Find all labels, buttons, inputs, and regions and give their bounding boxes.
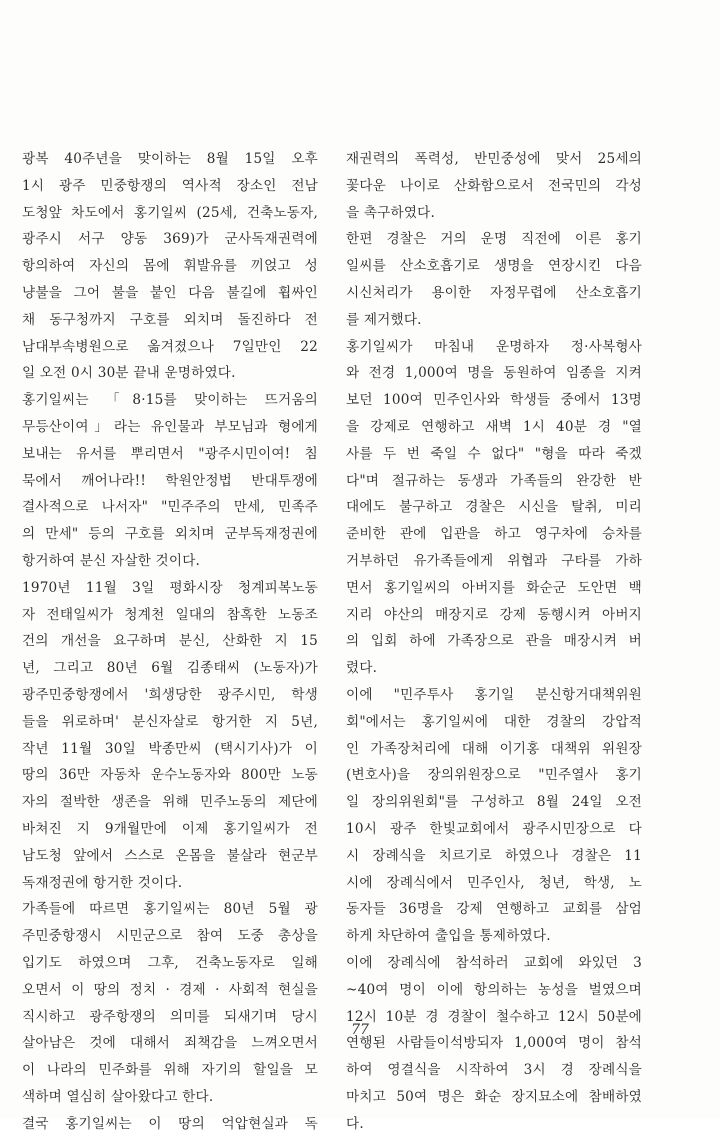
text-line: 들을 위로하며' 분신자살로 항거한 지 5년,: [22, 713, 318, 730]
text-line: 대에도 불구하고 경찰은 시신을 탈취, 미리: [346, 499, 642, 516]
right-text-column: [346, 146, 642, 1137]
text-line: 이 나라의 민주화를 위해 자기의 할일을 모: [22, 1062, 318, 1079]
text-line: 자 전태일씨가 청계천 일대의 참혹한 노동조: [22, 606, 318, 623]
text-line: 1시 광주 민중항쟁의 역사적 장소인 전남: [22, 177, 318, 194]
text-line: 보던 100여 민주인사와 학생들 중에서 13명: [346, 392, 642, 409]
text-line: 직시하고 광주항쟁의 의미를 되새기며 당시: [22, 1008, 318, 1025]
text-line: 항의하여 자신의 몸에 휘발유를 끼얹고 성: [22, 258, 318, 275]
text-line: 가족들에 따르면 홍기일씨는 80년 5월 광: [22, 901, 318, 918]
text-line: 하게 차단하여 출입을 통제하였다.: [346, 928, 551, 945]
text-line: 색하며 열심히 살아왔다고 한다.: [22, 1088, 214, 1105]
text-line: 하여 영결식을 시작하여 3시 경 장례식을: [346, 1062, 642, 1079]
text-line: 인 가족장처리에 대해 이기홍 대책위 위원장: [346, 740, 642, 757]
text-line: 일 오전 0시 30분 끝내 운명하였다.: [22, 365, 236, 382]
text-line: 살아남은 것에 대해서 죄책감을 느껴오면서: [22, 1035, 318, 1052]
text-line: 의 입회 하에 가족장으로 관을 매장시켜 버: [346, 633, 642, 650]
text-line: (변호사)을 장의위원장으로 "민주열사 홍기: [346, 767, 642, 784]
text-line: 준비한 관에 입관을 하고 영구차에 승차를: [346, 526, 642, 543]
text-line: 도청앞 차도에서 홍기일씨 (25세, 건축노동자,: [22, 204, 318, 221]
text-line: 사를 두 번 죽일 수 없다" "형을 따라 죽겠: [346, 445, 642, 462]
text-line: 을 촉구하였다.: [346, 204, 436, 221]
text-line: 의 만세" 등의 구호를 외치며 군부독재정권에: [22, 526, 318, 543]
text-line: 마치고 50여 명은 화순 장지묘소에 참배하였: [346, 1088, 642, 1105]
text-line: 10시 광주 한빛교회에서 광주시민장으로 다: [346, 820, 642, 837]
page-number: 77: [351, 1022, 369, 1038]
text-line: 홍기일씨가 마침내 운명하자 정·사복형사: [346, 338, 642, 355]
text-line: 렸다.: [346, 660, 378, 677]
text-line: 건의 개선을 요구하며 분신, 산화한 지 15: [22, 633, 318, 650]
text-line: 광주시 서구 양동 369)가 군사독재권력에: [22, 231, 318, 248]
text-line: 묵에서 깨어나라!! 학원안정법 반대투쟁에: [22, 472, 318, 489]
text-line: 시에 장례식에서 민주인사, 청년, 학생, 노: [346, 874, 642, 891]
text-line: 거부하던 유가족들에게 위협과 구타를 가하: [346, 552, 642, 569]
text-line: 년, 그리고 80년 6월 김종태씨 (노동자)가: [22, 660, 318, 677]
text-line: 다"며 절규하는 동생과 가족들의 완강한 반: [346, 472, 642, 489]
text-line: 이에 "민주투사 홍기일 분신항거대책위원: [346, 686, 642, 703]
text-line: 이에 장례식에 참석하러 교회에 와있던 3: [346, 954, 642, 971]
text-line: 냥불을 그어 불을 붙인 다음 불길에 휩싸인: [22, 284, 318, 301]
text-line: 연행된 사람들이석방되자 1,000여 명이 참석: [346, 1035, 642, 1052]
text-line: 결사적으로 나서자" "민주주의 만세, 민족주: [22, 499, 318, 516]
text-line: 광주민중항쟁에서 '희생당한 광주시민, 학생: [22, 686, 318, 703]
text-line: 오면서 이 땅의 정치 · 경제 · 사회적 현실을: [22, 981, 318, 998]
text-line: 동자들 36명을 강제 연행하고 교회를 삼엄: [346, 901, 642, 918]
text-line: 시 장례식을 치르기로 하였으나 경찰은 11: [346, 847, 642, 864]
text-line: 광복 40주년을 맞이하는 8월 15일 오후: [22, 151, 318, 167]
text-line: 홍기일씨는 「8·15를 맞이하는 뜨거움의: [22, 392, 318, 409]
text-line: 자의 절박한 생존을 위해 민주노동의 제단에: [22, 794, 318, 811]
text-line: 입기도 하였으며 그후, 건축노동자로 일해: [22, 954, 318, 971]
text-line: 바쳐진 지 9개월만에 이제 홍기일씨가 전: [22, 820, 318, 837]
text-line: 땅의 36만 자동차 운수노동자와 800만 노동: [22, 767, 318, 784]
text-line: 남대부속병원으로 옮겨졌으나 7일만인 22: [22, 338, 318, 355]
text-line: 주민중항쟁시 시민군으로 참여 도중 총상을: [22, 928, 318, 945]
text-line: 시신처리가 용이한 자정무렵에 산소호흡기: [346, 284, 642, 301]
text-line: 12시 10분 경 경찰이 철수하고 12시 50분에: [346, 1008, 642, 1025]
text-line: 보내는 유서를 뿌리면서 "광주시민이여! 침: [22, 445, 318, 462]
text-line: 꽃다운 나이로 산화함으로서 전국민의 각성: [346, 177, 642, 194]
text-line: 일 장의위원회"를 구성하고 8월 24일 오전: [346, 794, 642, 811]
text-line: 1970년 11월 3일 평화시장 청계피복노동: [22, 579, 318, 596]
text-line: 한편 경찰은 거의 운명 직전에 이른 홍기: [346, 231, 642, 248]
text-line: 와 전경 1,000여 명을 동원하여 임종을 지켜: [346, 365, 642, 382]
text-line: 채 동구청까지 구호를 외치며 돌진하다 전: [22, 311, 318, 328]
left-text-column: [22, 146, 318, 1137]
text-line: 결국 홍기일씨는 이 땅의 억압현실과 독: [22, 1115, 318, 1132]
text-line: ~40여 명이 이에 항의하는 농성을 벌였으며: [346, 981, 642, 998]
text-line: 작년 11월 30일 박종만씨 (택시기사)가 이: [22, 740, 318, 757]
text-line: 를 제거했다.: [346, 311, 422, 328]
text-line: 무등산이여」라는 유인물과 부모님과 형에게: [22, 418, 318, 435]
text-line: 면서 홍기일씨의 아버지를 화순군 도안면 백: [346, 579, 642, 596]
text-line: 지리 야산의 매장지로 강제 동행시켜 아버지: [346, 606, 642, 623]
text-line: 을 강제로 연행하고 새벽 1시 40분 경 "열: [346, 418, 642, 435]
text-line: 다.: [346, 1115, 364, 1132]
text-line: 재권력의 폭력성, 반민중성에 맞서 25세의: [346, 151, 642, 167]
text-line: 항거하여 분신 자살한 것이다.: [22, 552, 201, 569]
text-line: 일씨를 산소호흡기로 생명을 연장시킨 다음: [346, 258, 642, 275]
text-line: 회"에서는 홍기일씨에 대한 경찰의 강압적: [346, 713, 642, 730]
text-line: 남도청 앞에서 스스로 온몸을 불살라 현군부: [22, 847, 318, 864]
text-line: 독재정권에 항거한 것이다.: [22, 874, 183, 891]
